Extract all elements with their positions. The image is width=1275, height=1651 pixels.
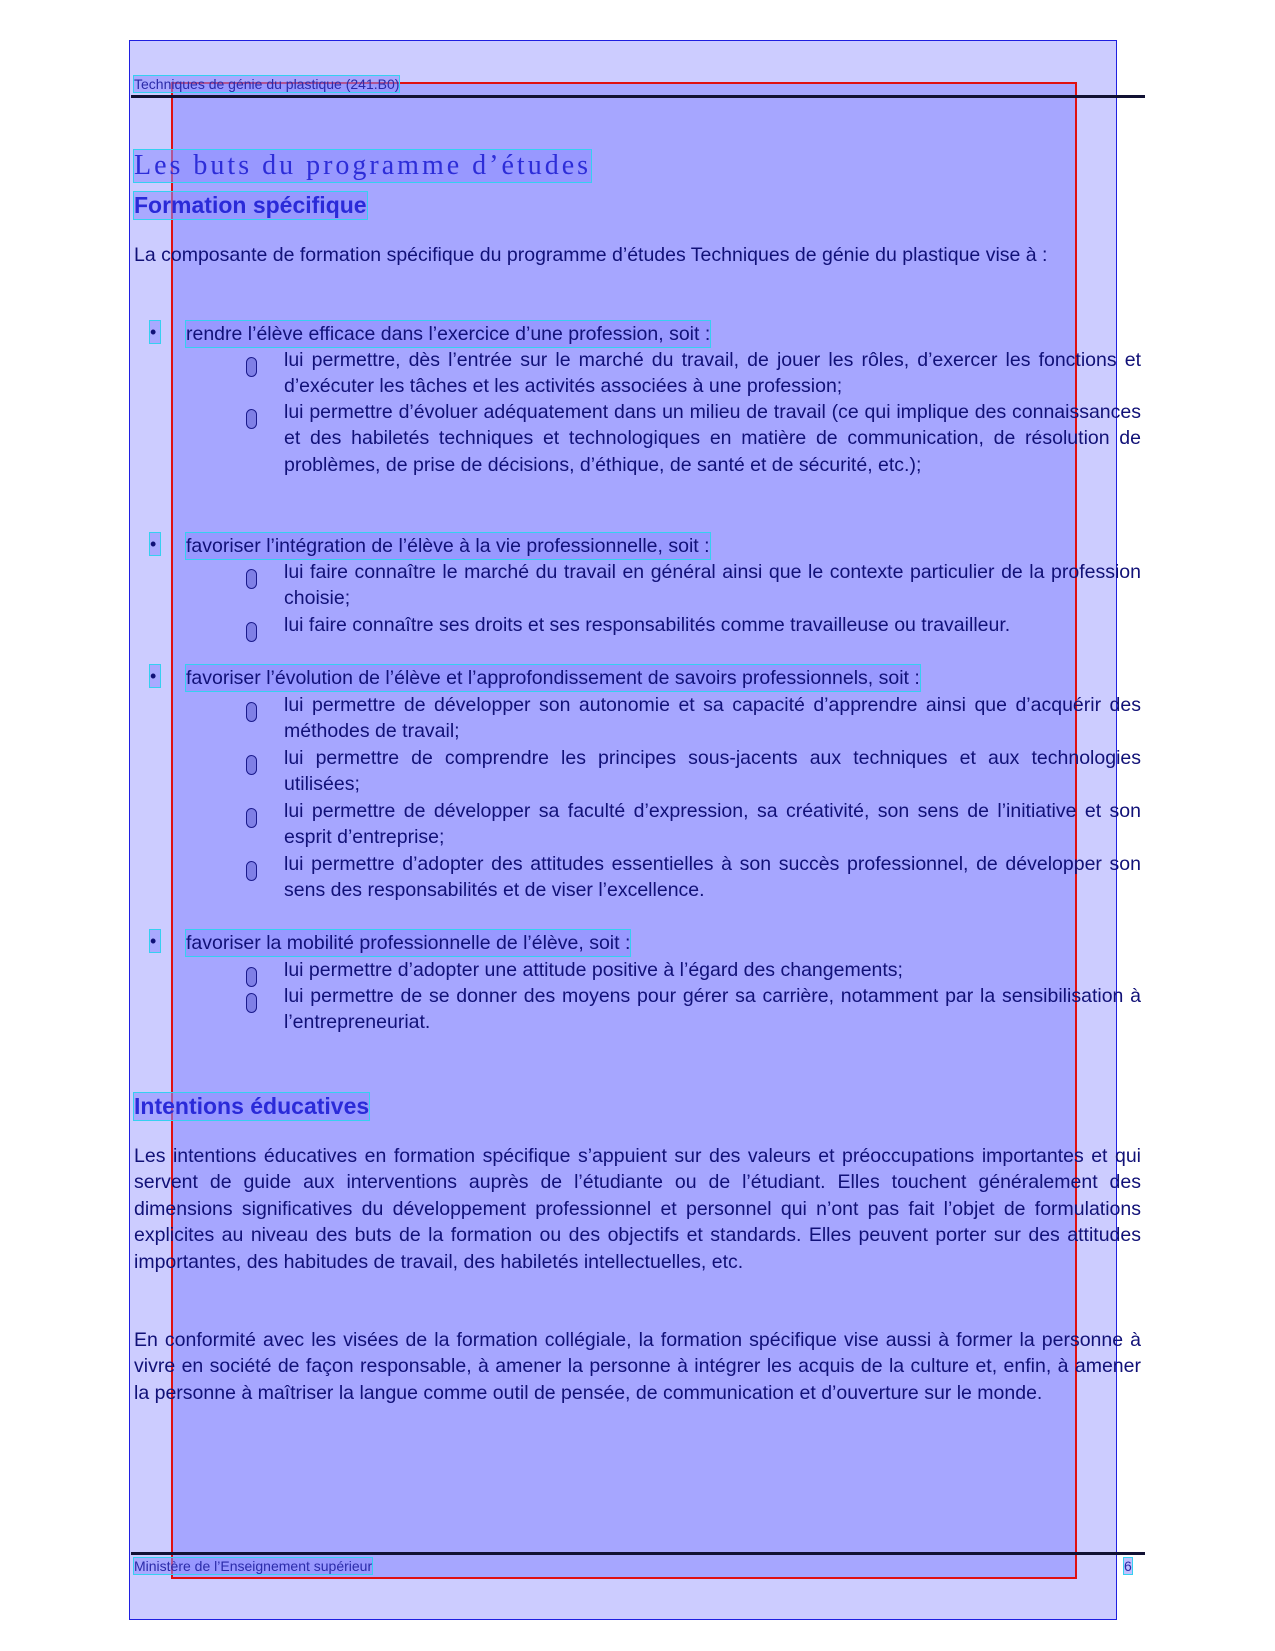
circle-bullet-icon xyxy=(246,702,257,722)
circle-bullet-icon xyxy=(246,808,257,828)
sub-item: lui permettre de comprendre les principes sous-jacents aux techniques et aux technologies utilisées; xyxy=(284,747,1141,796)
sub-item: lui permettre de développer sa faculté d’expression, sa créativité, son sens de l’initiative et son esprit d’entreprise; xyxy=(284,800,1141,849)
bullet-dot-icon: • xyxy=(150,533,160,555)
sub-item: lui permettre d’évoluer adéquatement dans un milieu de travail (ce qui implique des connaissances et des habiletés techniques et technologiques en matière de communication, de résolution de problèmes, de prise de décisions, d’éthique, de santé et de sécurité, etc.); xyxy=(284,401,1141,476)
header-rule xyxy=(131,95,1145,98)
footer-publisher: Ministère de l’Enseignement supérieur xyxy=(134,1558,373,1574)
bullet-text: favoriser l’évolution de l’élève et l’approfondissement de savoirs professionnels, soit : xyxy=(186,665,920,691)
intro-paragraph: La composante de formation spécifique du programme d’études Techniques de génie du plastique vise à : xyxy=(134,244,1048,266)
bullet-text: favoriser l’intégration de l’élève à la vie professionnelle, soit : xyxy=(186,533,710,559)
circle-bullet-icon xyxy=(246,755,257,775)
sub-item: lui permettre de se donner des moyens pour gérer sa carrière, notamment par la sensibilisation à l’entrepreneuriat. xyxy=(284,985,1141,1034)
running-header: Techniques de génie du plastique (241.B0) xyxy=(134,76,400,92)
intentions-paragraph: Les intentions éducatives en formation spécifique s’appuient sur des valeurs et préoccupations importantes et qui servent de guide aux interventions auprès de l’étudiante ou de l’étudiant. Elles touchent généralement des dimensions significatives du développement professionnel et personnel qui n’ont pas fait l’objet de formulations explicites au niveau des buts de la formation ou des objectifs et standards. Elles peuvent porter sur des attitudes importantes, des habitudes de travail, des habiletés intellectuelles, etc. xyxy=(134,1145,1141,1273)
circle-bullet-icon xyxy=(246,861,257,881)
circle-bullet-icon xyxy=(246,967,257,987)
sub-item: lui permettre d’adopter une attitude positive à l’égard des changements; xyxy=(284,959,903,981)
bullet-dot-icon: • xyxy=(150,930,160,952)
section-heading-formation: Formation spécifique xyxy=(134,192,367,218)
page-title: Les buts du programme d’études xyxy=(134,150,592,181)
page-number: 6 xyxy=(1124,1558,1132,1574)
circle-bullet-icon xyxy=(246,569,257,589)
bullet-dot-icon: • xyxy=(150,665,160,687)
circle-bullet-icon xyxy=(246,357,257,377)
sub-item: lui faire connaître ses droits et ses responsabilités comme travailleuse ou travailleur. xyxy=(284,614,1011,636)
section-heading-intentions: Intentions éducatives xyxy=(134,1093,370,1119)
footer-rule xyxy=(131,1552,1145,1555)
conformity-paragraph: En conformité avec les visées de la formation collégiale, la formation spécifique vise aussi à former la personne à vivre en société de façon responsable, à amener la personne à intégrer les acquis de la culture et, enfin, à amener la personne à maîtriser la langue comme outil de pensée, de communication et d’ouverture sur le monde. xyxy=(134,1329,1141,1404)
sub-item: lui permettre, dès l’entrée sur le marché du travail, de jouer les rôles, d’exercer les fonctions et d’exécuter les tâches et les activités associées à une profession; xyxy=(284,349,1141,398)
circle-bullet-icon xyxy=(246,993,257,1013)
circle-bullet-icon xyxy=(246,409,257,429)
sub-item: lui faire connaître le marché du travail en général ainsi que le contexte particulier de la profession choisie; xyxy=(284,561,1141,610)
bullet-text: favoriser la mobilité professionnelle de l’élève, soit : xyxy=(186,930,630,956)
sub-item: lui permettre de développer son autonomie et sa capacité d’apprendre ainsi que d’acquérir des méthodes de travail; xyxy=(284,694,1141,743)
sub-item: lui permettre d’adopter des attitudes essentielles à son succès professionnel, de développer son sens des responsabilités et de viser l’excellence. xyxy=(284,853,1141,902)
circle-bullet-icon xyxy=(246,622,257,642)
bullet-text: rendre l’élève efficace dans l’exercice d’une profession, soit : xyxy=(186,321,710,347)
bullet-dot-icon: • xyxy=(150,321,160,343)
